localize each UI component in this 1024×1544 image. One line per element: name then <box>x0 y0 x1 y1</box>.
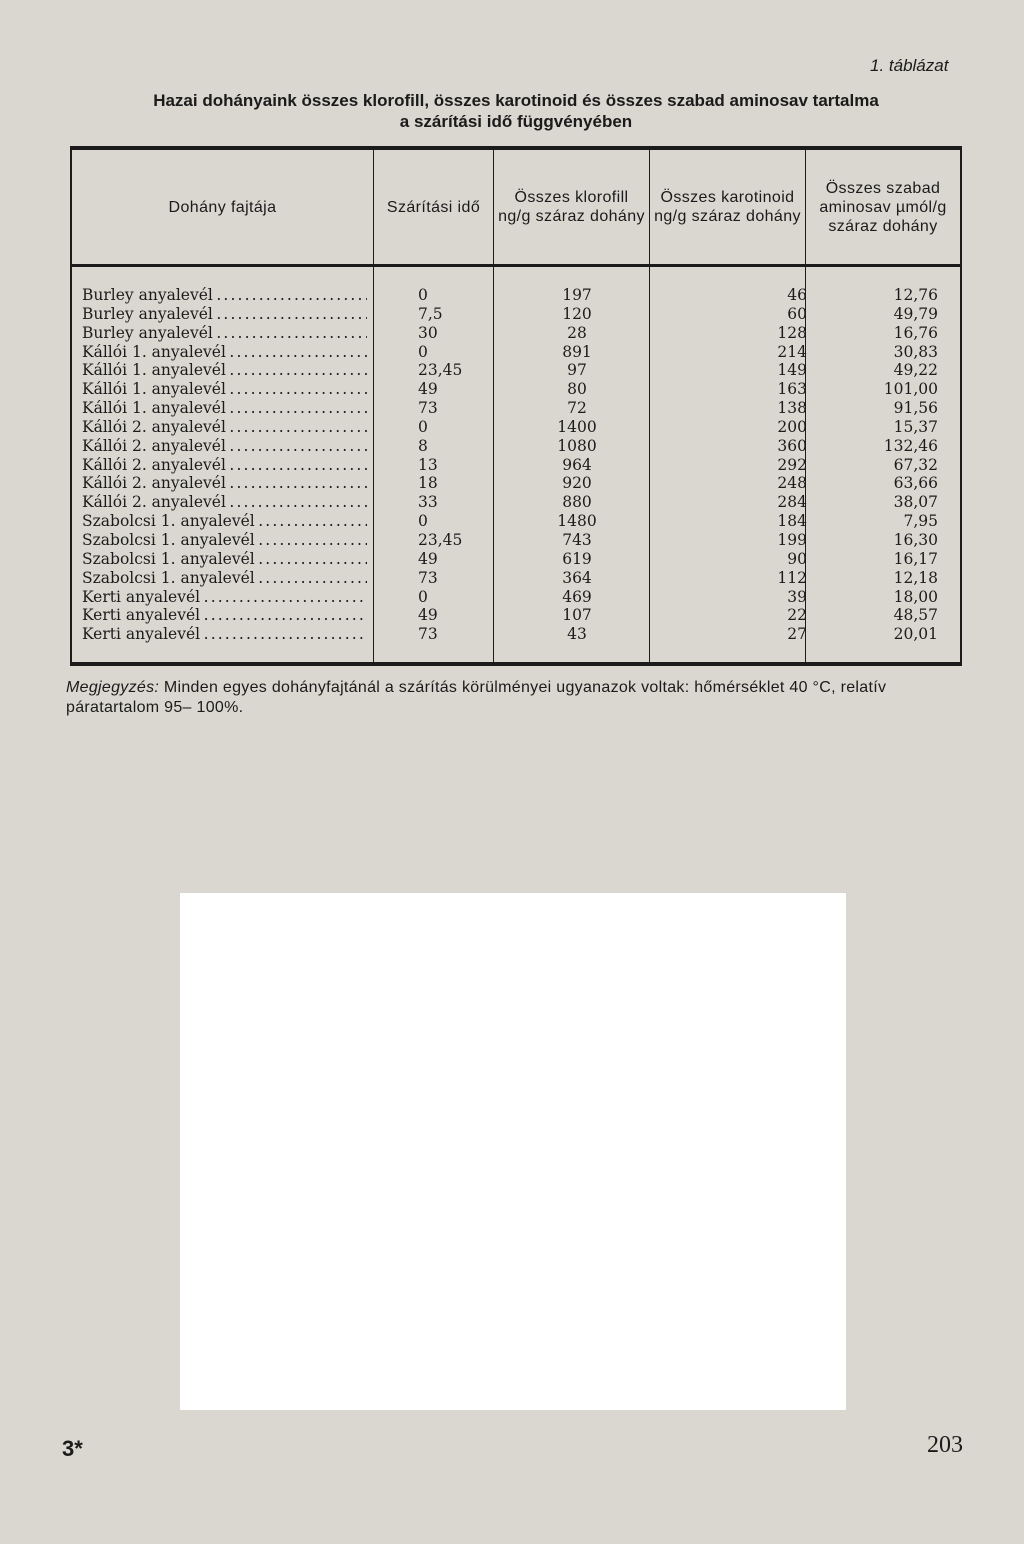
chlorophyll-cell: 120 <box>562 304 592 323</box>
drying-time-cell: 30 <box>418 323 438 342</box>
amino-acid-cell: 49,22 <box>893 361 938 380</box>
carotenoid-cell: 184 <box>777 512 807 531</box>
carotenoid-cell: 360 <box>777 436 807 455</box>
amino-acid-cell: 48,57 <box>893 606 938 625</box>
drying-time-cell: 13 <box>418 455 438 474</box>
table-row <box>82 512 942 531</box>
carotenoid-cell: 39 <box>787 587 807 606</box>
table-row <box>82 380 942 399</box>
carotenoid-cell: 138 <box>777 399 807 418</box>
drying-time-cell: 8 <box>418 436 428 455</box>
table-row <box>82 418 942 437</box>
variety-cell: Szabolcsi 1. anyalevél . . . <box>82 512 367 531</box>
drying-time-cell: 33 <box>418 493 438 512</box>
amino-acid-cell: 20,01 <box>893 625 938 644</box>
chlorophyll-cell: 880 <box>562 493 592 512</box>
chlorophyll-cell: 28 <box>567 323 587 342</box>
table-row <box>82 625 942 644</box>
amino-acid-cell: 12,76 <box>893 286 938 304</box>
carotenoid-cell: 90 <box>787 549 807 568</box>
chlorophyll-cell: 920 <box>562 474 592 493</box>
chlorophyll-cell: 619 <box>562 549 592 568</box>
amino-acid-cell: 16,30 <box>893 530 938 549</box>
table-number-label: 1. táblázat <box>870 56 949 75</box>
variety-cell: Kállói 2. anyalevél . . . <box>82 437 367 456</box>
amino-acid-cell: 12,18 <box>893 568 938 587</box>
variety-cell: Kerti anyalevél . . . <box>82 606 367 625</box>
table-row <box>82 399 942 418</box>
chlorophyll-cell: 80 <box>567 380 587 399</box>
chlorophyll-cell: 364 <box>562 568 592 587</box>
table-row <box>82 286 942 305</box>
header-chlorophyll: Összes klorofill ng/g száraz dohány <box>498 189 645 225</box>
table-row <box>82 550 942 569</box>
drying-time-cell: 73 <box>418 568 438 587</box>
amino-acid-cell: 49,79 <box>893 304 938 323</box>
chlorophyll-cell: 1080 <box>557 436 597 455</box>
chlorophyll-cell: 891 <box>562 342 592 361</box>
variety-cell: Kerti anyalevél . . . <box>82 625 367 644</box>
table-title <box>70 90 962 132</box>
amino-acid-cell: 91,56 <box>893 399 938 418</box>
header-amino-acid: Összes szabad aminosav µmól/g száraz dohány <box>819 179 947 235</box>
drying-time-cell: 0 <box>418 417 428 436</box>
carotenoid-cell: 128 <box>777 323 807 342</box>
carotenoid-cell: 214 <box>777 342 807 361</box>
drying-time-cell: 23,45 <box>418 361 463 380</box>
amino-acid-cell: 15,37 <box>893 417 938 436</box>
amino-acid-cell: 16,76 <box>893 323 938 342</box>
amino-acid-cell: 132,46 <box>883 436 938 455</box>
amino-acid-cell: 7,95 <box>903 512 938 531</box>
table-row <box>82 305 942 324</box>
variety-cell: Szabolcsi 1. anyalevél . . . <box>82 531 367 550</box>
amino-acid-cell: 38,07 <box>893 493 938 512</box>
variety-cell: Kállói 1. anyalevél . . . <box>82 399 367 418</box>
variety-cell: Kállói 2. anyalevél . . . <box>82 418 367 437</box>
drying-time-cell: 0 <box>418 286 428 304</box>
drying-time-cell: 23,45 <box>418 530 463 549</box>
title-line-2: a szárítási idő függvényében <box>399 112 633 131</box>
carotenoid-cell: 163 <box>777 380 807 399</box>
chlorophyll-cell: 469 <box>562 587 592 606</box>
table-row <box>82 531 942 550</box>
variety-cell: Kerti anyalevél . . . <box>82 588 367 607</box>
amino-acid-cell: 63,66 <box>893 474 938 493</box>
table-row <box>82 588 942 607</box>
signature-mark: 3* <box>62 1436 83 1461</box>
carotenoid-cell: 27 <box>787 625 807 644</box>
header-variety: Dohány fajtája <box>168 198 277 216</box>
chlorophyll-cell: 43 <box>567 625 587 644</box>
chlorophyll-cell: 743 <box>562 530 592 549</box>
chlorophyll-cell: 107 <box>562 606 592 625</box>
carotenoid-cell: 248 <box>777 474 807 493</box>
drying-time-cell: 49 <box>418 549 438 568</box>
carotenoid-cell: 292 <box>777 455 807 474</box>
carotenoid-cell: 200 <box>777 417 807 436</box>
title-line-1: Hazai dohányaink összes klorofill, összes karotinoid és összes szabad aminosav tartalma <box>153 91 879 110</box>
table-row <box>82 493 942 512</box>
carotenoid-cell: 22 <box>787 606 807 625</box>
drying-time-cell: 18 <box>418 474 438 493</box>
note-text: Minden egyes dohányfajtánál a szárítás körülményei ugyanazok voltak: hőmérséklet 40 °C, relatív páratartalom 95– 100%. <box>66 679 887 716</box>
variety-cell: Szabolcsi 1. anyalevél . . . <box>82 569 367 588</box>
chlorophyll-cell: 1480 <box>557 512 597 531</box>
note-label: Megjegyzés: <box>66 679 160 696</box>
carotenoid-cell: 199 <box>777 530 807 549</box>
carotenoid-cell: 112 <box>777 568 807 587</box>
amino-acid-cell: 101,00 <box>883 380 938 399</box>
variety-cell: Kállói 1. anyalevél . . . <box>82 380 367 399</box>
variety-cell: Burley anyalevél . . . <box>82 286 367 305</box>
drying-time-cell: 0 <box>418 587 428 606</box>
amino-acid-cell: 18,00 <box>893 587 938 606</box>
drying-time-cell: 49 <box>418 606 438 625</box>
table-row <box>82 324 942 343</box>
table-row <box>82 456 942 475</box>
chlorophyll-cell: 197 <box>562 286 592 304</box>
variety-cell: Kállói 2. anyalevél . . . <box>82 493 367 512</box>
header-carotenoid: Összes karotinoid ng/g száraz dohány <box>654 189 801 225</box>
variety-cell: Kállói 2. anyalevél . . . <box>82 474 367 493</box>
carotenoid-cell: 46 <box>787 286 807 304</box>
drying-time-cell: 73 <box>418 399 438 418</box>
table-bottom-rule <box>70 662 962 666</box>
chlorophyll-cell: 964 <box>562 455 592 474</box>
page-number: 203 <box>927 1432 963 1458</box>
blank-image-area <box>180 893 846 1410</box>
amino-acid-cell: 30,83 <box>893 342 938 361</box>
chlorophyll-cell: 72 <box>567 399 587 418</box>
carotenoid-cell: 284 <box>777 493 807 512</box>
table-row <box>82 569 942 588</box>
variety-cell: Szabolcsi 1. anyalevél . . . <box>82 550 367 569</box>
table-row <box>82 474 942 493</box>
chlorophyll-cell: 1400 <box>557 417 597 436</box>
table-row <box>82 361 942 380</box>
drying-time-cell: 0 <box>418 342 428 361</box>
carotenoid-cell: 60 <box>787 304 807 323</box>
drying-time-cell: 49 <box>418 380 438 399</box>
table-header-rule <box>70 264 962 267</box>
table-row <box>82 343 942 362</box>
chlorophyll-cell: 97 <box>567 361 587 380</box>
table-row <box>82 437 942 456</box>
table-note <box>66 678 966 718</box>
variety-cell: Burley anyalevél . . . <box>82 324 367 343</box>
variety-cell: Burley anyalevél . . . <box>82 305 367 324</box>
drying-time-cell: 7,5 <box>418 304 443 323</box>
variety-cell: Kállói 1. anyalevél . . . <box>82 361 367 380</box>
amino-acid-cell: 16,17 <box>893 549 938 568</box>
variety-cell: Kállói 2. anyalevél . . . <box>82 456 367 475</box>
header-drying-time: Szárítási idő <box>386 198 481 216</box>
drying-time-cell: 0 <box>418 512 428 531</box>
amino-acid-cell: 67,32 <box>893 455 938 474</box>
drying-time-cell: 73 <box>418 625 438 644</box>
carotenoid-cell: 149 <box>777 361 807 380</box>
table-row <box>82 606 942 625</box>
variety-cell: Kállói 1. anyalevél . . . <box>82 343 367 362</box>
table-body <box>82 286 942 644</box>
